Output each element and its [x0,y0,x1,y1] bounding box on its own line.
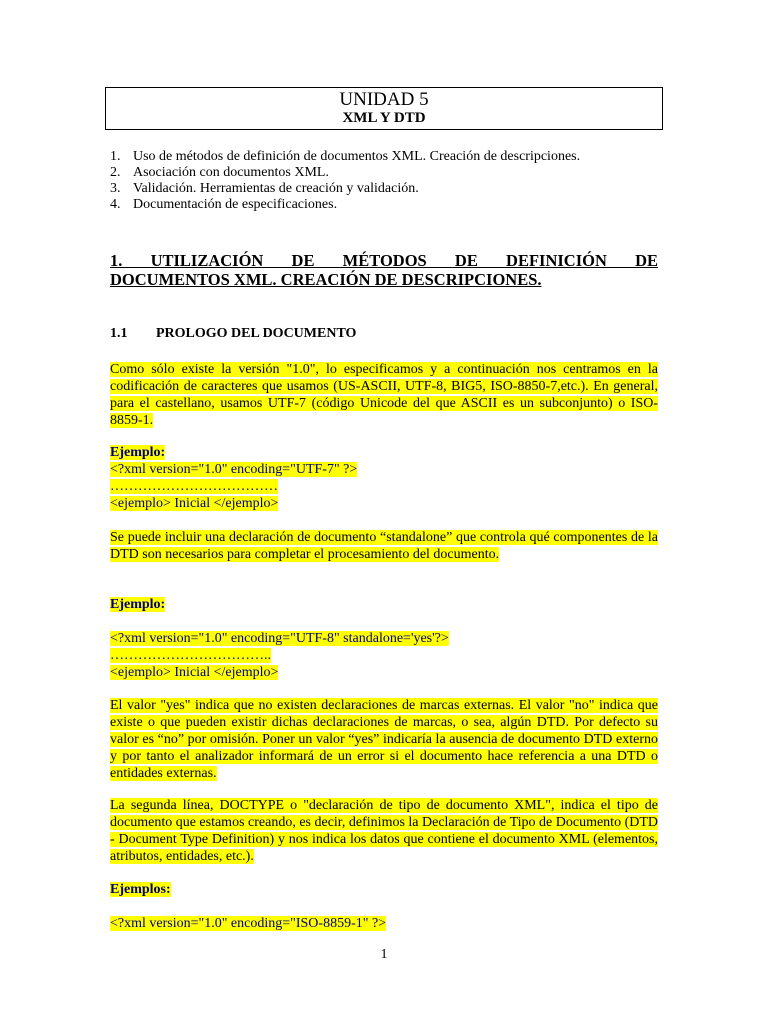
toc-item-number: 1. [110,149,121,164]
paragraph-encoding [110,361,658,429]
example-label: Ejemplo: [110,445,166,460]
example-block-3 [110,881,658,932]
paragraph-standalone-text: Se puede incluir una declaración de documento “standalone” que controla qué componentes de la DTD son necesarios para completar el procesamiento del documento. [110,530,658,562]
subsection-title: PROLOGO DEL DOCUMENTO [156,326,357,341]
code-ellipsis: ……………………………… [110,479,278,494]
code-line: <ejemplo> Inicial </ejemplo> [110,496,279,511]
section-heading-line-2: DOCUMENTOS XML. CREACIÓN DE DESCRIPCIONES. [110,270,542,289]
toc-item-number: 2. [110,165,121,180]
toc-item-text: Asociación con documentos XML. [133,165,329,180]
section-heading-line-1: 1. UTILIZACIÓN DE MÉTODOS DE DEFINICIÓN DE [110,251,658,270]
toc-item [110,149,670,165]
toc-item [110,197,670,213]
toc-item-text: Documentación de especificaciones. [133,197,338,212]
paragraph-standalone [110,529,658,563]
code-line: <?xml version="1.0" encoding="UTF-7" ?> [110,462,358,477]
paragraph-doctype [110,797,658,865]
paragraph-encoding-text: Como sólo existe la versión "1.0", lo especificamos y a continuación nos centramos en la codificación de caracteres que usamos (US-ASCII, UTF-8, BIG5, ISO-8850-7,etc.). En general, para el castellano, usamos UTF-7 (código Unicode del que ASCII es un subconjunto) o ISO-8859-1. [110,362,658,428]
subsection-heading [110,326,356,342]
toc-item-number: 3. [110,181,121,196]
toc-item-text: Validación. Herramientas de creación y validación. [133,181,419,196]
paragraph-doctype-text: La segunda línea, DOCTYPE o "declaración de tipo de documento XML", indica el tipo de documento que estamos creando, es decir, definimos la Declaración de Tipo de Documento (DTD - Document Type Definition) y nos indica los datos que contiene el documento XML (elementos, atributos, entidades, etc.). [110,798,659,864]
toc-item-text: Uso de métodos de definición de documentos XML. Creación de descripciones. [133,149,581,164]
table-of-contents [110,149,670,213]
example-block-1 [110,444,658,512]
section-heading [110,251,658,289]
paragraph-yes-no [110,697,658,782]
subsection-number: 1.1 [110,326,128,341]
toc-item [110,181,670,197]
toc-item [110,165,670,181]
example-label: Ejemplos: [110,882,171,897]
unit-subtitle: XML Y DTD [342,110,426,126]
unit-title: UNIDAD 5 [339,89,429,110]
example-block-2 [110,596,658,681]
example-label: Ejemplo: [110,597,166,612]
code-line: <?xml version="1.0" encoding="ISO-8859-1" ?> [110,916,387,931]
code-ellipsis: …………………………….. [110,648,271,663]
toc-item-number: 4. [110,197,121,212]
unit-title-box [105,87,663,130]
code-line: <ejemplo> Inicial </ejemplo> [110,665,279,680]
page-number: 1 [380,947,388,962]
code-line: <?xml version="1.0" encoding="UTF-8" standalone='yes'?> [110,631,449,646]
paragraph-yes-no-text: El valor "yes" indica que no existen declaraciones de marcas externas. El valor "no" indica que existe o que pueden existir dichas declaraciones de marcas, o sea, algún DTD. Por defecto su valor es “no” por omisión. Poner un valor “yes” indicaría la ausencia de documento DTD externo y por tanto el analizador informará de un error si el documento hace referencia a una DTD o entidades externas. [110,698,658,781]
